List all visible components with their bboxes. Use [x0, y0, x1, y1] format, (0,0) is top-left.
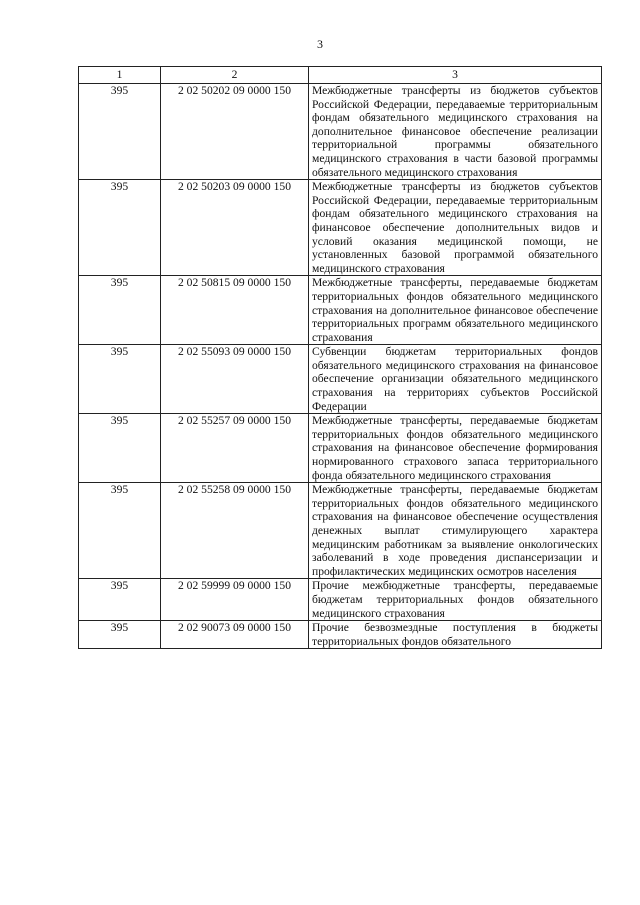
revenue-code-cell: 2 02 50815 09 0000 150 [161, 276, 309, 345]
table-row [79, 345, 602, 414]
description-cell: Межбюджетные трансферты из бюджетов субъектов Российской Федерации, передаваемые территориальным фондам обязательного медицинского страхования на финансовое обеспечение дополнительных видов и условий оказания медицинской помощи, не установленных базовой программой обязательного медицинского страхования [309, 180, 602, 276]
revenue-code-cell: 2 02 90073 09 0000 150 [161, 621, 309, 649]
revenue-code-cell: 2 02 55093 09 0000 150 [161, 345, 309, 414]
column-header: 3 [309, 67, 602, 84]
revenue-code-cell: 2 02 55257 09 0000 150 [161, 414, 309, 483]
admin-code-cell: 395 [79, 579, 161, 621]
column-header: 1 [79, 67, 161, 84]
description-cell: Субвенции бюджетам территориальных фондов обязательного медицинского страхования на финансовое обеспечение организации обязательного медицинского страхования на территориях субъектов Российской Федерации [309, 345, 602, 414]
admin-code-cell: 395 [79, 276, 161, 345]
table-row [79, 483, 602, 579]
admin-code-cell: 395 [79, 483, 161, 579]
admin-code-cell: 395 [79, 180, 161, 276]
description-cell: Межбюджетные трансферты, передаваемые бюджетам территориальных фондов обязательного медицинского страхования на дополнительное финансовое обеспечение территориальных программ обязательного медицинского страхования [309, 276, 602, 345]
column-header: 2 [161, 67, 309, 84]
table-row [79, 276, 602, 345]
revenue-code-cell: 2 02 50203 09 0000 150 [161, 180, 309, 276]
table-row [79, 180, 602, 276]
table-row [79, 84, 602, 180]
admin-code-cell: 395 [79, 345, 161, 414]
description-cell: Прочие безвозмездные поступления в бюджеты территориальных фондов обязательного [309, 621, 602, 649]
table-row [79, 621, 602, 649]
table-header-row [79, 67, 602, 84]
description-cell: Прочие межбюджетные трансферты, передаваемые бюджетам территориальных фондов обязательного медицинского страхования [309, 579, 602, 621]
description-cell: Межбюджетные трансферты, передаваемые бюджетам территориальных фондов обязательного медицинского страхования на финансовое обеспечение осуществления денежных выплат стимулирующего характера медицинским работникам за выявление онкологических заболеваний в ходе проведения диспансеризации и профилактических медицинских осмотров населения [309, 483, 602, 579]
admin-code-cell: 395 [79, 84, 161, 180]
budget-code-table [78, 66, 602, 649]
description-cell: Межбюджетные трансферты, передаваемые бюджетам территориальных фондов обязательного медицинского страхования на финансовое обеспечение формирования нормированного страхового запаса территориального фонда обязательного медицинского страхования [309, 414, 602, 483]
table-row [79, 579, 602, 621]
table-row [79, 414, 602, 483]
revenue-code-cell: 2 02 59999 09 0000 150 [161, 579, 309, 621]
description-cell: Межбюджетные трансферты из бюджетов субъектов Российской Федерации, передаваемые территориальным фондам обязательного медицинского страхования на дополнительное финансовое обеспечение реализации территориальной программы обязательного медицинского страхования в части базовой программы обязательного медицинского страхования [309, 84, 602, 180]
admin-code-cell: 395 [79, 621, 161, 649]
admin-code-cell: 395 [79, 414, 161, 483]
revenue-code-cell: 2 02 50202 09 0000 150 [161, 84, 309, 180]
page-number: 3 [317, 37, 323, 51]
revenue-code-cell: 2 02 55258 09 0000 150 [161, 483, 309, 579]
